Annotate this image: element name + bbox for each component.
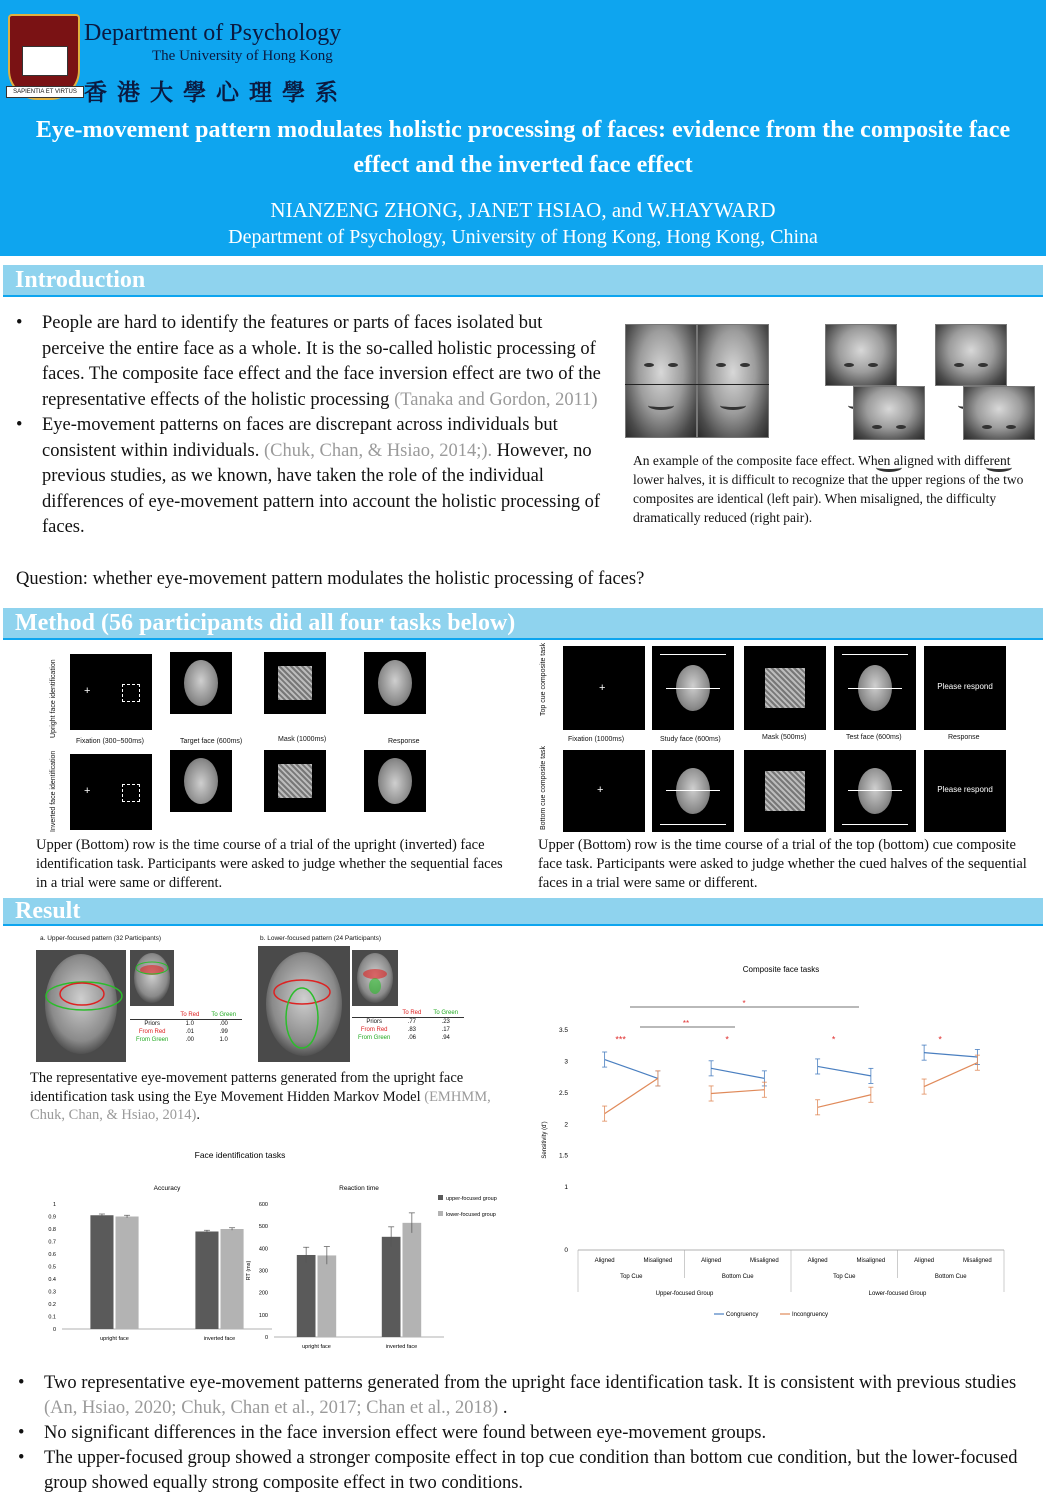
test-face-panel [834,750,916,832]
step-label: Fixation (300~500ms) [76,738,144,745]
step-label: Response [388,738,420,745]
composite-figure-caption: An example of the composite face effect. When aligned with different lower halves, it is difficult to recognize that the upper regions of the two composites are identical (left pair). When misaligned, the difficulty dramatically reduced (right pair). [633,453,1024,525]
x-tick-label: upright face [302,1344,331,1350]
affiliation: Department of Psychology, University of Hong Kong, Hong Kong, China [228,226,818,248]
authors: NIANZENG ZHONG, JANET HSIAO, and W.HAYWARD [270,198,776,222]
y-tick-label: 0.9 [48,1214,56,1221]
bar [116,1217,139,1330]
face-photo [697,324,769,438]
face-photo-top-half [825,324,897,386]
y-tick-label: 0.6 [48,1252,56,1258]
chart-subtitle: Reaction time [339,1185,379,1192]
response-panel [364,652,426,714]
logo-motto: SAPIENTIA ET VIRTUS [6,86,84,98]
y-tick-label: 0.5 [48,1264,56,1271]
significance-marker: *** [615,1034,626,1045]
step-label: Fixation (1000ms) [568,736,625,743]
significance-marker: * [725,1034,729,1045]
legend-label: lower-focused group [446,1212,496,1218]
bar [90,1215,113,1329]
y-tick-label: 1 [52,1202,56,1208]
series-line [818,1066,871,1075]
mask-panel [264,750,326,812]
face-identification-trial-figure [48,650,478,832]
chart-subtitle: Accuracy [153,1185,181,1192]
research-question: Question: whether eye-movement pattern modulates the holistic processing of faces? [16,569,645,589]
series-line [924,1053,977,1057]
series-line [818,1095,871,1108]
pattern-a-title: a. Upper-focused pattern (32 Participants) [40,935,162,942]
y-tick-label: 0.8 [48,1227,56,1233]
x-tick-label: Misaligned [750,1258,779,1264]
x-tick-label: Aligned [807,1258,828,1264]
y-tick-label: 300 [258,1268,268,1275]
chart-title: Composite face tasks [742,965,820,974]
cue-label: Bottom Cue [721,1274,754,1280]
y-tick-label: 1.5 [558,1152,568,1160]
mask-panel [264,652,326,714]
y-tick-label: 0 [264,1335,268,1341]
series-line [605,1078,658,1113]
y-tick-label: 0.1 [48,1314,56,1321]
study-face-panel [652,750,734,832]
x-tick-label: Misaligned [856,1258,886,1264]
y-tick-label: 2 [564,1121,568,1129]
y-tick-label: 3.5 [558,1027,568,1034]
comparison-marker: ** [682,1019,690,1028]
series-line [605,1060,658,1079]
poster-title: Eye-movement pattern modulates holistic processing of faces: evidence from the composite face effect and the inverted face effect [35,117,1011,178]
face-photo [625,324,697,438]
y-tick-label: 1 [564,1184,568,1192]
legend-label: Incongruency [792,1312,829,1318]
y-axis-label: RT (ms) [246,1260,252,1281]
x-tick-label: Aligned [701,1258,722,1264]
x-tick-label: Misaligned [643,1258,673,1264]
target-face-panel [170,652,232,714]
y-tick-label: 0.7 [48,1239,56,1246]
result-bullets [16,1371,1026,1496]
y-tick-label: 500 [258,1224,268,1231]
average-face [45,954,117,1054]
face-photo-top-half [935,324,1007,386]
intro-bullet-2: • Eye-movement patterns on faces are discrepant across individuals but consistent within individuals. (Chuk, Chan, & Hsiao, 2014;). However, no previous studies, as we known, have taken the role of the individual differences of eye-movement pattern into account the holistic processing of faces. [14,413,604,541]
significance-marker: * [938,1034,942,1045]
cue-label: Top Cue [833,1274,856,1280]
result-heading: Result [3,898,1043,924]
fixation-panel: + [70,754,152,830]
result-bullet-2: • No significant differences in the face inversion effect were found between eye-movement groups. [16,1421,1026,1446]
mask-panel [744,750,826,832]
composite-face-chart [536,950,1026,1325]
x-tick-label: inverted face [203,1336,236,1342]
citation: (Tanaka and Gordon, 2011) [394,389,598,410]
cue-label: Top Cue [620,1274,643,1280]
pattern-b-title: b. Lower-focused pattern (24 Participants) [260,935,382,942]
fixation-panel: + [563,750,645,832]
department-name: Department of Psychology [84,20,342,46]
response-panel [364,750,426,812]
bar [382,1237,401,1337]
step-label: Response [948,734,980,741]
test-face-panel [834,646,916,730]
y-tick-label: 2.5 [558,1089,568,1097]
x-tick-label: upright face [100,1336,129,1342]
method-heading: Method (56 participants did all four tasks below) [3,608,1043,638]
legend-swatch [438,1195,443,1200]
row-label: Inverted face identification [50,750,57,832]
bar [318,1255,337,1337]
y-tick-label: 0.3 [48,1289,56,1296]
x-tick-label: Aligned [914,1258,935,1264]
transition-table-a: To Red To Green Priors 1.0 .00 From Red .01 .99 From Green .00 1.0 [130,1011,242,1044]
university-name: The University of Hong Kong [152,48,333,64]
y-tick-label: 0.4 [48,1277,56,1283]
method-right-caption: Upper (Bottom) row is the time course of a trial of the top (bottom) cue composite face task. Participants were asked to judge whether the cued halves of the sequential faces in a trial were same or different. [538,837,1027,891]
y-axis-label: Sensitivity (d') [542,1121,548,1159]
response-panel: Please respond [924,646,1006,730]
significance-marker: * [831,1034,836,1045]
chart-title: Face identification tasks [194,1150,286,1160]
series-line [924,1063,977,1087]
bar [221,1229,244,1329]
bar [297,1255,316,1337]
result-bullet-3: • The upper-focused group showed a stronger composite effect in top cue condition than bottom cue condition, but the lower-focused group showed equally strong composite effect in two conditions. [16,1446,1026,1496]
face-photo-bottom-half [853,386,925,440]
study-face-panel [652,646,734,730]
face-photo-bottom-half [963,386,1035,440]
x-tick-label: Aligned [594,1258,615,1264]
result-bullet-1: • Two representative eye-movement patterns generated from the upright face identification task. It is consistent with previous studies (An, Hsiao, 2020; Chuk, Chan et al., 2017; Chan et al., 2018) . [16,1371,1026,1421]
university-crest-logo [8,14,80,100]
response-panel: Please respond [924,750,1006,832]
y-tick-label: 0 [52,1327,56,1333]
y-tick-label: 0.2 [48,1302,56,1308]
y-tick-label: 3 [564,1058,568,1066]
y-tick-label: 400 [258,1246,268,1253]
group-label: Lower-focused Group [868,1291,927,1297]
bar [403,1223,422,1337]
x-tick-label: inverted face [385,1344,418,1350]
chinese-department-name: 香港大學心理學系 [84,80,348,106]
y-tick-label: 100 [258,1312,268,1319]
introduction-bullets [14,311,604,541]
x-tick-label: Misaligned [963,1258,992,1264]
y-tick-label: 0 [564,1247,568,1254]
group-label: Upper-focused Group [655,1291,714,1297]
legend-label: upper-focused group [446,1196,497,1202]
cue-label: Bottom Cue [934,1274,967,1280]
step-label: Test face (600ms) [846,734,902,741]
method-left-caption: Upper (Bottom) row is the time course of a trial of the upright (inverted) face identification task. Participants were asked to judge whether the sequential faces in a trial were same or different. [36,837,503,891]
fixation-panel: + [70,654,152,730]
face-identification-charts [20,1144,520,1354]
composite-face-figure [625,320,1035,445]
row-label: Upright face identification [50,659,57,738]
transition-table-b: To Red To Green Priors .77 .23 From Red .83 .17 From Green .06 .94 [352,1009,464,1042]
introduction-heading: Introduction [3,265,1043,295]
mask-panel [744,646,826,730]
step-label: Target face (600ms) [180,738,243,745]
composite-task-trial-figure [540,642,1020,836]
eye-pattern-caption: The representative eye-movement patterns generated from the upright face identification task using the Eye Movement Hidden Markov Model (EMHMM, Chuk, Chan, & Hsiao, 2014). [30,1070,491,1123]
inverted-face-panel [170,750,232,812]
series-line [711,1090,764,1094]
y-tick-label: 200 [258,1290,268,1297]
series-line [711,1068,764,1078]
eye-movement-pattern-figure [36,946,496,1064]
bar [195,1232,218,1330]
legend-swatch [438,1211,443,1216]
step-label: Study face (600ms) [660,736,721,743]
row-label: Bottom cue composite task [540,745,547,830]
step-label: Mask (500ms) [762,734,807,741]
fixation-panel: + [563,646,645,730]
comparison-marker: * [742,999,746,1008]
row-label: Top cue composite task [540,642,547,716]
citation: (Chuk, Chan, & Hsiao, 2014;). [264,440,493,461]
intro-bullet-1: • People are hard to identify the features or parts of faces isolated but perceive the entire face as a whole. It is the so-called holistic processing of faces. The composite face effect and the face inversion effect are two of the representative effects of the holistic processing (Tanaka and Gordon, 2011) [14,311,604,413]
legend-label: Congruency [726,1312,759,1318]
step-label: Mask (1000ms) [278,736,327,743]
y-tick-label: 600 [258,1202,268,1208]
